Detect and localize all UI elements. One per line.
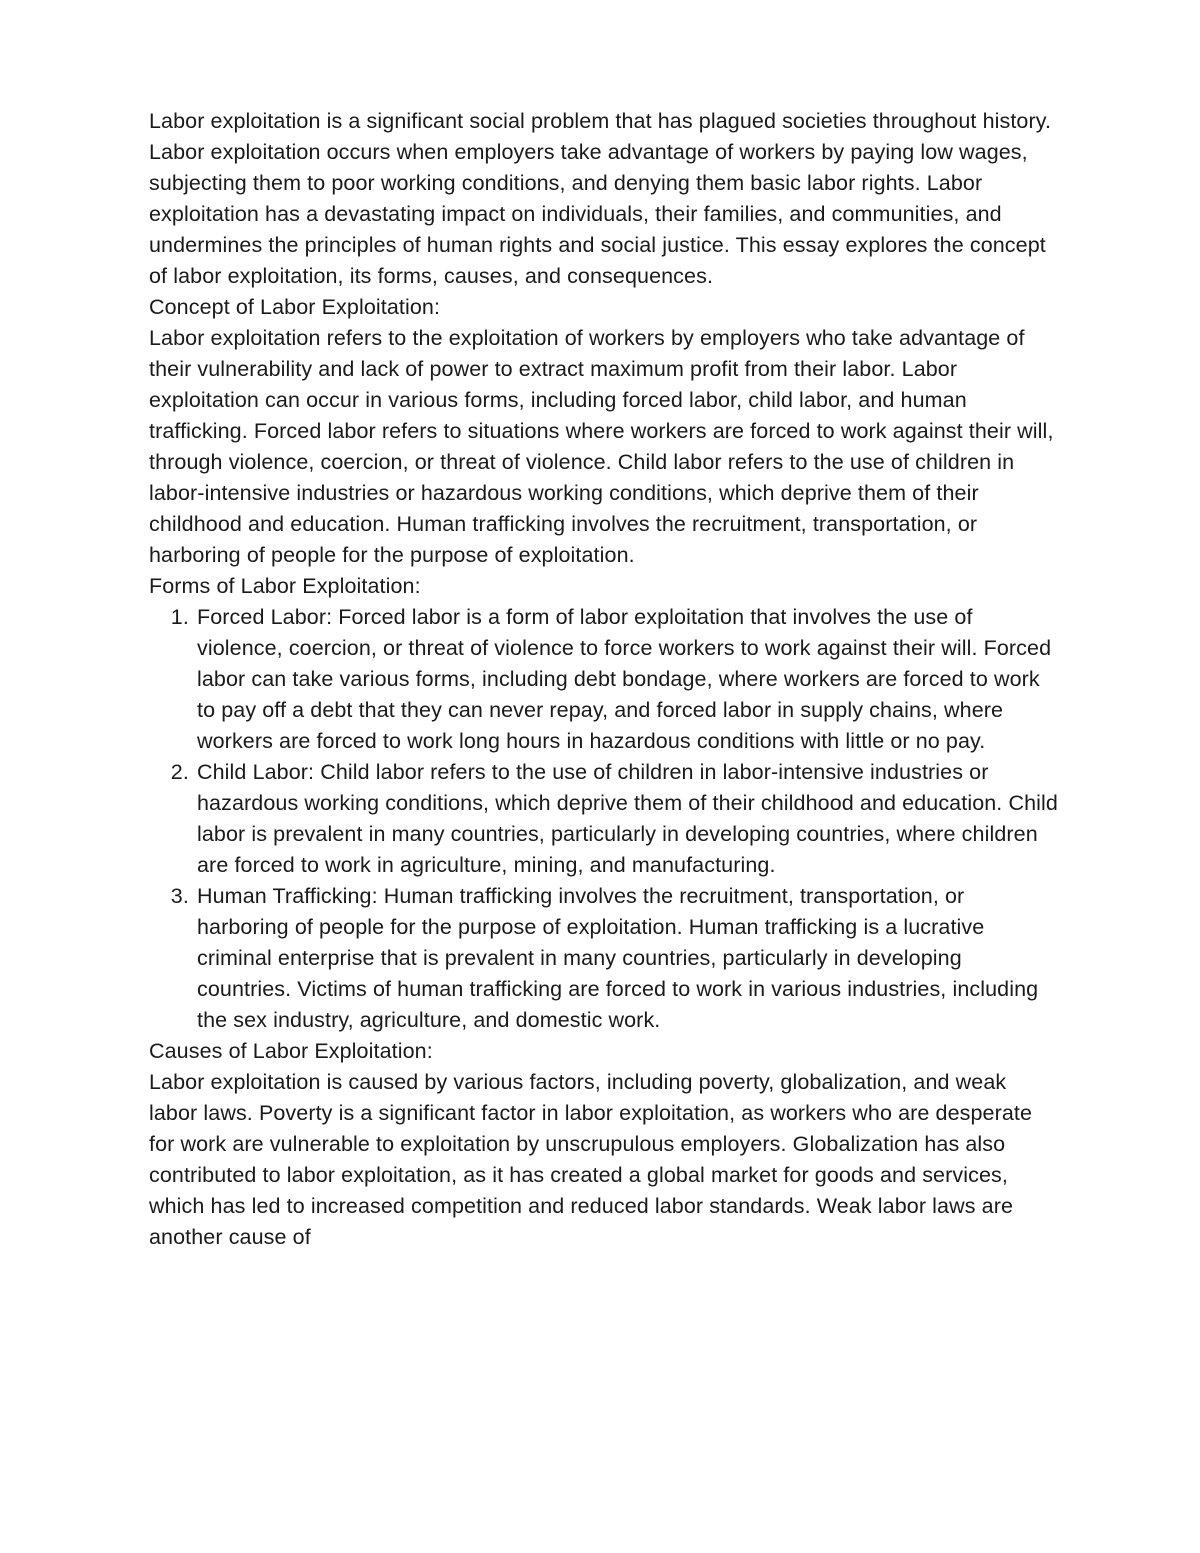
causes-paragraph: Labor exploitation is caused by various factors, including poverty, globalization, and weak labor laws. Poverty is a significant factor in labor exploitation, as workers who are desperate for work are vulnerable to exploitation by unscrupulous employers. Globalization has also contributed to labor exploitation, as it has created a global market for goods and services, which has led to increased competition and reduced labor standards. Weak labor laws are another cause of: [149, 1070, 1033, 1249]
concept-paragraph: Labor exploitation refers to the exploitation of workers by employers who take advantage of their vulnerability and lack of power to extract maximum profit from their labor. Labor exploitation can occur in various forms, including forced labor, child labor, and human trafficking. Forced labor refers to situations where workers are forced to work against their will, through violence, coercion, or threat of violence. Child labor refers to the use of children in labor-intensive industries or hazardous working conditions, which deprive them of their childhood and education. Human trafficking involves the recruitment, transportation, or harboring of people for the purpose of exploitation.: [149, 326, 1054, 567]
list-item: 1. Forced Labor: Forced labor is a form of labor exploitation that involves the use of violence, coercion, or threat of violence to force workers to work against their will. Forced labor can take various forms, including debt bondage, where workers are forced to work to pay off a debt that they can never repay, and forced labor in supply chains, where workers are forced to work long hours in hazardous conditions with little or no pay.: [195, 602, 1059, 757]
concept-heading: Concept of Labor Exploitation:: [149, 295, 441, 319]
intro-paragraph: Labor exploitation is a significant social problem that has plagued societies throughout history. Labor exploitation occurs when employers take advantage of workers by paying low wages, subjecting them to poor working conditions, and denying them basic labor rights. Labor exploitation has a devastating impact on individuals, their families, and communities, and undermines the principles of human rights and social justice. This essay explores the concept of labor exploitation, its forms, causes, and consequences.: [149, 109, 1052, 288]
list-item: 3. Human Trafficking: Human trafficking involves the recruitment, transportation, or harboring of people for the purpose of exploitation. Human trafficking is a lucrative criminal enterprise that is prevalent in many countries, particularly in developing countries. Victims of human trafficking are forced to work in various industries, including the sex industry, agriculture, and domestic work.: [195, 881, 1059, 1036]
list-item: 2. Child Labor: Child labor refers to the use of children in labor-intensive industries or hazardous working conditions, which deprive them of their childhood and education. Child labor is prevalent in many countries, particularly in developing countries, where children are forced to work in agriculture, mining, and manufacturing.: [195, 757, 1059, 881]
document-page: [149, 106, 1059, 1253]
forms-list: [149, 602, 1059, 1036]
causes-heading: Causes of Labor Exploitation:: [149, 1039, 433, 1063]
forms-heading: Forms of Labor Exploitation:: [149, 574, 421, 598]
